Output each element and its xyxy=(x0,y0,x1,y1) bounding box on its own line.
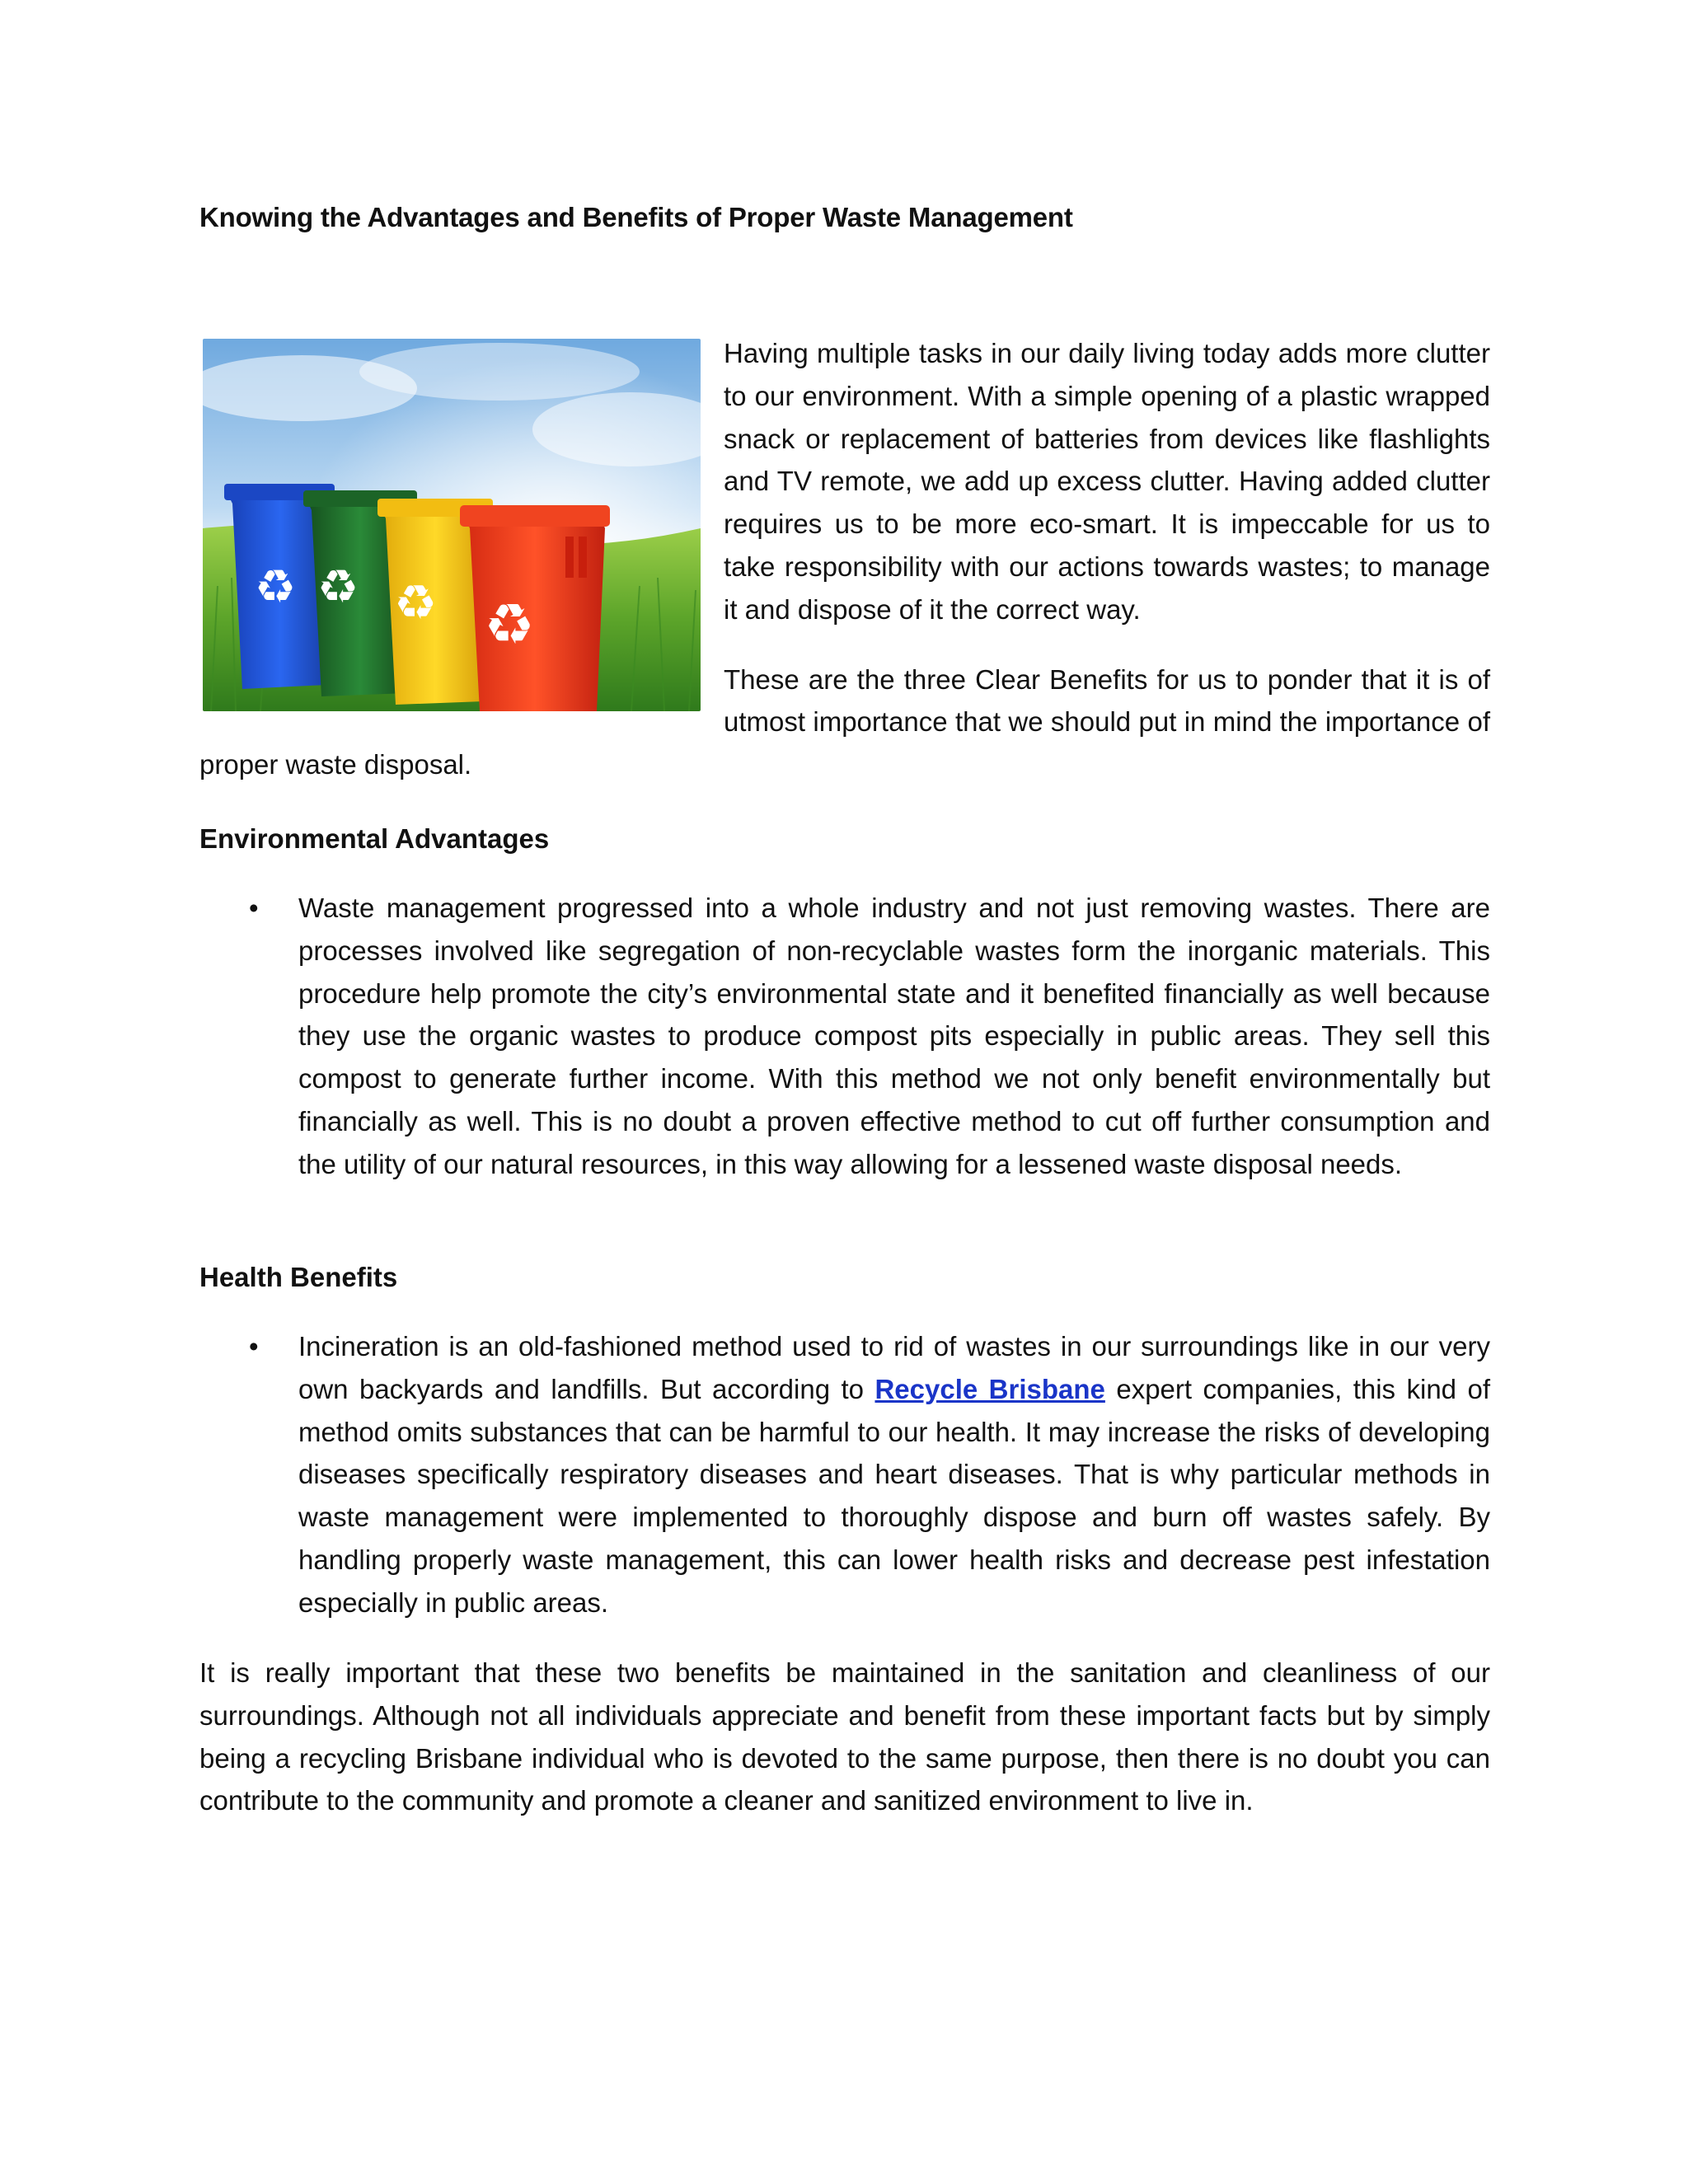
closing-paragraph: It is really important that these two benefits be maintained in the sanitation and cleanliness of our surroundings. Although not all individuals appreciate and benefit from these important facts but by simply being a recycling Brisbane individual who is devoted to the same purpose, then there is no doubt you can contribute to the community and promote a cleaner and sanitized environment to live in. xyxy=(199,1657,1490,1816)
bullet-icon: • xyxy=(249,1331,259,1361)
recycling-bins-image xyxy=(203,339,701,711)
intro-section xyxy=(199,332,1490,786)
intro-paragraph-2: These are the three Clear Benefits for us to ponder that it is of utmost importance that we should put in mind the importance of proper waste disposal. xyxy=(199,663,1490,780)
list-item xyxy=(199,1325,1490,1624)
environmental-advantages-list xyxy=(199,887,1490,1186)
health-benefits-heading: Health Benefits xyxy=(199,1262,398,1292)
svg-text:♻: ♻ xyxy=(394,574,437,630)
health-benefits-text-before-link: Incineration is an old-fashioned method used to rid of wastes in our surroundings like in our very own backyards and landfills. But according to xyxy=(298,1331,1490,1404)
svg-text:♻: ♻ xyxy=(316,560,359,614)
health-benefits-text xyxy=(298,1325,1490,1624)
bullet-icon: • xyxy=(249,893,259,923)
health-benefits-list xyxy=(199,1325,1490,1624)
svg-text:♻: ♻ xyxy=(484,593,535,658)
recycle-brisbane-link[interactable]: Recycle Brisbane xyxy=(874,1373,1105,1404)
environmental-advantages-heading: Environmental Advantages xyxy=(199,823,550,854)
closing-section xyxy=(199,1652,1490,1822)
red-bin xyxy=(460,505,610,711)
list-item xyxy=(199,887,1490,1186)
intro-paragraph-1: Having multiple tasks in our daily living today adds more clutter to our environment. With a simple opening of a plastic wrapped snack or replacement of batteries from devices like flashlights and TV remote, we add up excess clutter. Having added clutter requires us to be more eco-smart. It is impeccable for us to take responsibility with our actions towards wastes; to manage it and dispose of it the correct way. xyxy=(724,338,1490,625)
svg-text:♻: ♻ xyxy=(254,560,297,614)
health-benefits-text-after-link: expert companies, this kind of method omits substances that can be harmful to our health. It may increase the risks of developing diseases specifically respiratory diseases and heart diseases. That is why particular methods in waste management were implemented to thoroughly dispose and burn off wastes safely. By handling properly waste management, this can lower health risks and decrease pest infestation especially in public areas. xyxy=(298,1373,1491,1618)
environmental-advantages-text: Waste management progressed into a whole industry and not just removing wastes. There are processes involved like segregation of non-recyclable wastes form the inorganic materials. This procedure help promote the city’s environmental state and it benefited financially as well because they use the organic wastes to produce compost pits especially in public areas. They sell this compost to generate further income. With this method we not only benefit environmentally but financially as well. This is no doubt a proven effective method to cut off further consumption and the utility of our natural resources, in this way allowing for a lessened waste disposal needs. xyxy=(298,893,1490,1179)
document-title: Knowing the Advantages and Benefits of Proper Waste Management xyxy=(199,202,1073,232)
